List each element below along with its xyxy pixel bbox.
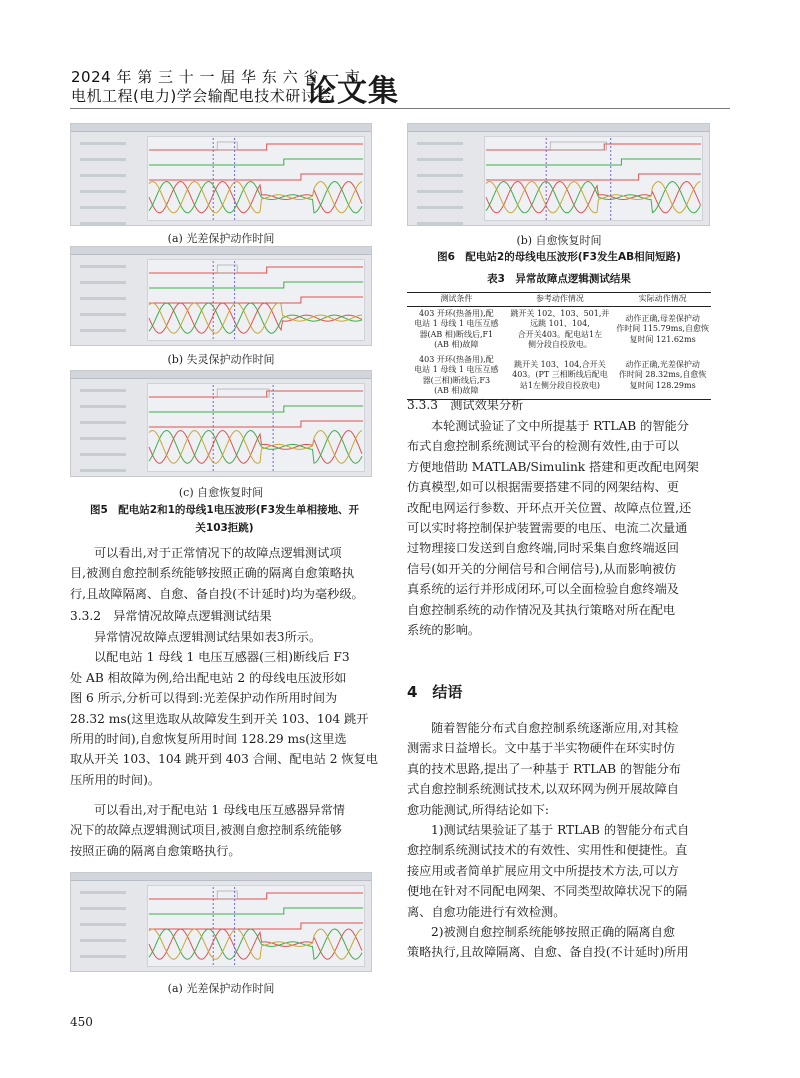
text-line: 真系统的运行并形成闭环,可以全面检验自愈终端及 [407,582,679,597]
cell-line: 复时间 128.29ms [629,380,696,390]
table3-header-reference: 参考动作情况 [506,293,615,307]
fig5-caption-line1: 图5 配电站2和1的母线1电压波形(F3发生单相接地、开 [90,504,359,516]
binary-trace [149,406,363,412]
fig6a-waveform-screenshot [70,872,372,972]
waveform-traces [71,247,371,345]
text-line: 可以看出,对于配电站 1 母线电压互感器异常情 [94,803,345,817]
text-line: 可以实时将控制保护装置需要的电压、电流二次量通 [407,520,688,535]
voltage-phase-trace [149,182,362,213]
table3-title: 表3 异常故障点逻辑测试结果 [487,273,631,285]
table3-cell [407,353,506,400]
left-paragraph-2 [70,627,379,790]
text-line: 以配电站 1 母线 1 电压互感器(三相)断线后 F3 [94,650,350,665]
cell-line: 器(三相)断线后,F3 [422,375,491,385]
text-line: 式自愈控制系统测试技术,以双环网为例开展故障自 [407,782,679,797]
text-line: 便地在针对不同配电网架、不同类型故障状况下的隔 [407,884,688,899]
text-line: 行,且故障隔离、自愈、备自投(不计延时)均为毫秒级。 [70,586,364,601]
conference-title-line1: 2024 年 第 三 十 一 届 华 东 六 省 一 市 [71,68,361,86]
cell-line: 远跳 101、104, [530,319,590,328]
cell-line: (AB 相)故障 [434,340,479,349]
text-line: 过物理接口发送到自愈终端,同时采集自愈终端返回 [407,541,679,556]
table3-cell [614,306,711,353]
binary-trace [149,923,363,929]
conference-title-line2: 电机工程(电力)学会输配电技术研讨会 [71,87,332,105]
text-line: 随着智能分布式自愈控制系统逐渐应用,对其检 [431,721,679,735]
text-line: 可以看出,对于正常情况下的故障点逻辑测试项 [94,546,342,560]
fig6b-waveform-screenshot [407,123,710,226]
binary-trace [149,159,363,165]
cell-line: 器(AB 相)断线后,F1 [419,329,494,339]
voltage-phase-trace [149,431,362,464]
waveform-traces [71,124,371,225]
binary-trace [486,144,701,150]
text-line: 测需求日益增长。文中基于半实物硬件在环实时仿 [407,741,676,756]
right-paragraph-1 [407,416,711,640]
binary-trace [149,893,363,899]
cell-line: 403 开环(热备用),配 [419,354,494,364]
text-line: 仿真模型,如可以根据需要搭建不同的网架结构、更 [407,480,679,495]
text-line: 改配电网运行参数、开环点开关位置、故障点位置,还 [407,500,692,515]
cell-line: 作时间 28.32ms,自愈恢 [618,370,707,380]
text-line: 愈控制系统测试技术的有效性、实用性和便捷性。直 [407,843,688,858]
binary-trace [149,174,363,180]
text-line: 布式自愈控制系统测试平台的检测有效性,由于可以 [407,439,679,454]
table3-header-condition: 测试条件 [407,293,506,307]
text-line: 图 6 所示,分析可以得到:光差保护动作所用时间为 [70,691,338,706]
text-line: 异常情况故障点逻辑测试结果如表3所示。 [94,630,322,644]
cell-line: 电站 1 母线 1 电压互感 [414,365,499,374]
fig6-caption: 图6 配电站2的母线电压波形(F3发生AB相间短路) [437,251,681,263]
cell-line: 电站 1 母线 1 电压互感 [414,319,499,328]
table3-cell [506,306,615,353]
cell-line: 动作正确,光差保护动 [625,359,700,369]
table-row [407,306,711,353]
text-line: 离、自愈功能进行有效检测。 [407,904,566,919]
fig5a-waveform-screenshot [70,123,372,226]
cell-line: 合开关403。配电站1左 [517,329,603,339]
fig5c-waveform-screenshot [70,370,372,477]
cell-line: (AB 相)故障 [434,386,479,395]
binary-trace [149,421,363,427]
delta-time-box [550,142,607,150]
fig5-caption-line2: 关103拒跳) [195,522,254,534]
text-line: 28.32 ms(这里选取从故障发生到开关 103、104 跳开 [70,711,369,726]
delta-time-box [217,389,269,397]
cell-line: 站1左侧分段自投放电) [519,380,601,390]
text-line: 方便地借助 MATLAB/Simulink 搭建和更改配电网架 [407,459,699,474]
waveform-traces [71,873,371,971]
page-number: 450 [70,1015,93,1029]
text-line: 系统的影响。 [407,622,481,637]
section-3-3-2-heading: 3.3.2 异常情况故障点逻辑测试结果 [70,609,272,623]
binary-trace [149,267,363,273]
cell-line: 作时间 115.79ms,自愈恢 [616,324,709,334]
fig5b-waveform-screenshot [70,246,372,346]
text-line: 1)测试结果验证了基于 RTLAB 的智能分布式自 [431,822,690,837]
binary-trace [149,282,363,288]
text-line: 所用的时间),自愈恢复所用时间 128.29 ms(这里选 [70,731,347,746]
cell-line: 复时间 121.62ms [629,334,696,344]
section-3-3-3-heading: 3.3.3 测试效果分析 [407,398,524,412]
voltage-phase-trace [486,182,701,213]
voltage-phase-trace [149,929,362,959]
text-line: 取从开关 103、104 跳开到 403 合闸、配电站 2 恢复电 [70,752,378,767]
text-line: 处 AB 相故障为例,给出配电站 2 的母线电压波形如 [70,670,347,685]
text-line: 本轮测试验证了文中所提基于 RTLAB 的智能分 [431,419,689,433]
fig6b-subcaption: (b) 自愈恢复时间 [516,234,602,247]
text-line: 压所用的时间)。 [70,772,161,787]
section-4-heading: 4 结语 [407,683,463,701]
text-line: 接应用或者简单扩展应用文中所提技术方法,可以方 [407,863,679,878]
cell-line: 侧分段自投放电。 [527,340,592,349]
waveform-traces [71,371,371,476]
binary-trace [149,391,363,397]
cell-line: 跳开关 103、104,合开关 [514,359,606,369]
fig5b-subcaption: (b) 失灵保护动作时间 [167,353,275,366]
left-paragraph-1 [70,543,379,604]
table3 [407,292,711,400]
binary-trace [486,159,701,165]
binary-trace [149,297,363,303]
binary-trace [149,908,363,914]
right-paragraph-2 [407,718,711,963]
binary-trace [486,174,701,180]
table3-cell [506,353,615,400]
text-line: 目,被测自愈控制系统能够按照正确的隔离自愈策略执 [70,566,355,581]
text-line: 按照正确的隔离自愈策略执行。 [70,843,241,858]
text-line: 自愈控制系统的动作情况及其执行策略对所在配电 [407,602,676,617]
text-line: 真的技术思路,提出了一种基于 RTLAB 的智能分布 [407,761,681,776]
cell-line: 403。(PT 三相断线后配电 [512,370,608,380]
text-line: 2)被测自愈控制系统能够按照正确的隔离自愈 [431,924,676,939]
text-line: 策略执行,且故障隔离、自愈、备自投(不计延时)所用 [407,945,689,960]
table3-header-actual: 实际动作情况 [614,293,711,307]
waveform-traces [408,124,709,225]
binary-trace [149,144,363,150]
fig6a-subcaption: (a) 光差保护动作时间 [167,982,275,995]
fig5a-subcaption: (a) 光差保护动作时间 [167,232,275,245]
cell-line: 动作正确,母差保护动 [625,313,700,323]
text-line: 信号(如开关的分闸信号和合闸信号),从而影响被仿 [407,561,677,576]
text-line: 愈功能测试,所得结论如下: [407,802,550,817]
cell-line: 403 开环(热备用),配 [419,308,494,318]
text-line: 况下的故障点逻辑测试项目,被测自愈控制系统能够 [70,823,342,838]
left-paragraph-4 [70,800,379,861]
table-row [407,353,711,400]
table3-cell [407,306,506,353]
cell-line: 跳开关 102、103、501,并 [510,308,610,318]
proceedings-title: 论文集 [306,74,399,109]
header-rule [70,108,730,109]
fig5c-subcaption: (c) 自愈恢复时间 [178,486,264,499]
table3-cell [614,353,711,400]
